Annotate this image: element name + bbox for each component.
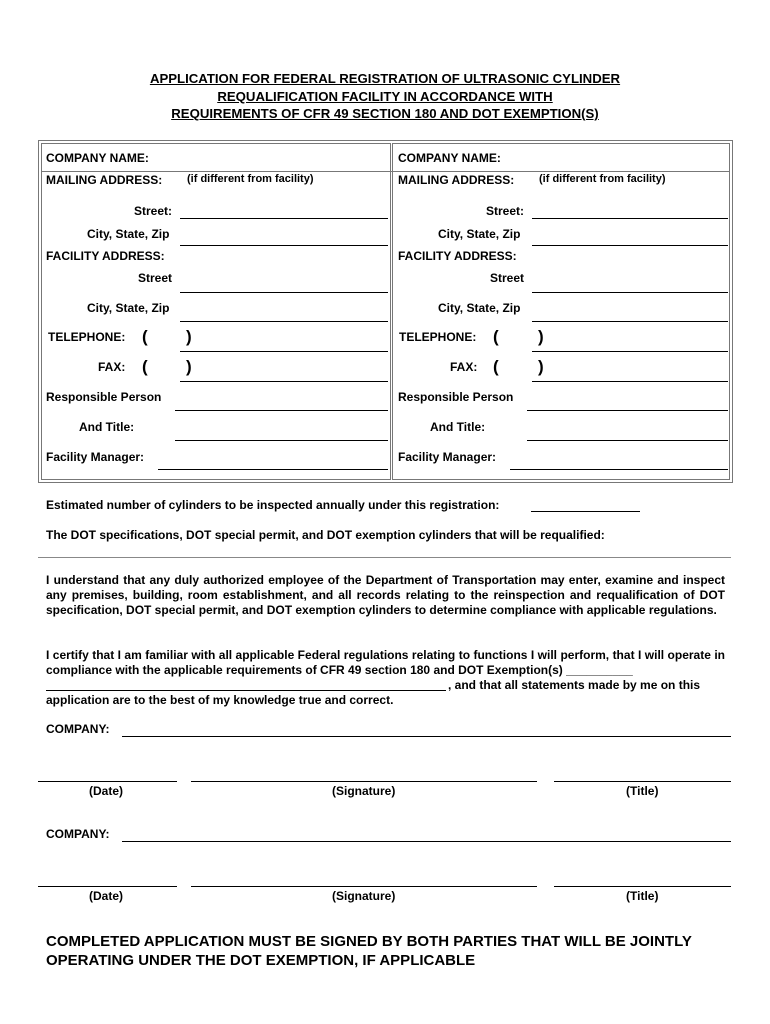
company-signature-field-2[interactable] — [122, 841, 731, 842]
footer-notice — [46, 932, 692, 970]
right-facility-manager-label: Facility Manager: — [398, 450, 497, 464]
company-box-divider — [41, 171, 729, 172]
signature-field-1[interactable] — [191, 781, 537, 782]
left-fax-paren-close: ) — [186, 357, 192, 376]
certification-continuation: , and that all statements made by me on this — [448, 678, 701, 692]
estimated-cylinders-label: Estimated number of cylinders to be inspected annually under this registration: — [46, 498, 500, 512]
right-facility-street-field[interactable] — [532, 292, 728, 293]
left-city-field[interactable] — [180, 245, 388, 246]
date-field-1[interactable] — [38, 781, 177, 782]
footer-line-1: COMPLETED APPLICATION MUST BE SIGNED BY BOTH PARTIES THAT WILL BE JOINTLY — [46, 933, 692, 950]
left-facility-street-field[interactable] — [180, 292, 388, 293]
right-company-name-label: COMPANY NAME: — [398, 151, 501, 165]
signature-field-2[interactable] — [191, 886, 537, 887]
date-field-2[interactable] — [38, 886, 177, 887]
footer-line-2: OPERATING UNDER THE DOT EXEMPTION, IF APPLICABLE — [46, 952, 476, 969]
left-and-title-label: And Title: — [79, 420, 135, 434]
left-and-title-field[interactable] — [175, 440, 388, 441]
right-fax-paren-open: ( — [493, 357, 499, 376]
signature-caption-2: (Signature) — [332, 889, 396, 903]
right-facility-address-label: FACILITY ADDRESS: — [398, 249, 517, 263]
left-facility-manager-field[interactable] — [158, 469, 388, 470]
right-facility-city-label: City, State, Zip — [438, 301, 521, 315]
right-telephone-field[interactable] — [532, 351, 728, 352]
title-caption-1: (Title) — [626, 784, 659, 798]
right-telephone-paren-open: ( — [493, 327, 499, 346]
left-fax-paren-open: ( — [142, 357, 148, 376]
right-mailing-address-label: MAILING ADDRESS: — [398, 173, 515, 187]
form-title — [0, 70, 770, 123]
title-line-3: REQUIREMENTS OF CFR 49 SECTION 180 AND DOT EXEMPTION(S) — [171, 106, 599, 121]
left-telephone-paren-open: ( — [142, 327, 148, 346]
left-city-label: City, State, Zip — [87, 227, 170, 241]
left-street-field[interactable] — [180, 218, 388, 219]
exemption-continuation-field[interactable] — [46, 690, 446, 691]
certification-closing: application are to the best of my knowledge true and correct. — [46, 693, 394, 707]
right-and-title-label: And Title: — [430, 420, 486, 434]
right-facility-manager-field[interactable] — [510, 469, 728, 470]
section-divider — [38, 557, 731, 558]
right-telephone-label: TELEPHONE: — [399, 330, 477, 344]
left-fax-field[interactable] — [180, 381, 388, 382]
left-street-label: Street: — [134, 204, 173, 218]
title-line-2: REQUALIFICATION FACILITY IN ACCORDANCE WITH — [217, 88, 553, 104]
company-signature-label-2: COMPANY: — [46, 827, 110, 841]
left-telephone-paren-close: ) — [186, 327, 192, 346]
left-company-name-label: COMPANY NAME: — [46, 151, 149, 165]
estimated-cylinders-field[interactable] — [531, 511, 640, 512]
left-facility-city-label: City, State, Zip — [87, 301, 170, 315]
authorization-paragraph: I understand that any duly authorized employee of the Department of Transportation may enter, examine and inspect any premises, building, room establishment, and all records relating to the reinspection and requalification of DOT specification, DOT special permit, and DOT exemption cylinders to determine compliance with applicable regulations. — [46, 573, 725, 617]
right-responsible-person-label: Responsible Person — [398, 390, 514, 404]
certification-paragraph: I certify that I am familiar with all applicable Federal regulations relating to functions I will perform, that I will operate in compliance with the applicable requirements of CFR 49 section 180 and DOT Exemption(s) __________ — [46, 648, 725, 677]
date-caption-1: (Date) — [89, 784, 124, 798]
right-fax-paren-close: ) — [538, 357, 544, 376]
company-signature-field-1[interactable] — [122, 736, 731, 737]
right-street-field[interactable] — [532, 218, 728, 219]
signature-caption-1: (Signature) — [332, 784, 396, 798]
right-fax-label: FAX: — [450, 360, 478, 374]
right-if-different-note: (if different from facility) — [539, 173, 666, 185]
left-facility-manager-label: Facility Manager: — [46, 450, 145, 464]
left-fax-label: FAX: — [98, 360, 126, 374]
left-mailing-address-label: MAILING ADDRESS: — [46, 173, 163, 187]
left-facility-address-label: FACILITY ADDRESS: — [46, 249, 165, 263]
right-facility-street-label: Street — [490, 271, 525, 285]
left-if-different-note: (if different from facility) — [187, 173, 314, 185]
left-telephone-label: TELEPHONE: — [48, 330, 126, 344]
title-field-2[interactable] — [554, 886, 731, 887]
right-telephone-paren-close: ) — [538, 327, 544, 346]
title-caption-2: (Title) — [626, 889, 659, 903]
right-street-label: Street: — [486, 204, 525, 218]
date-caption-2: (Date) — [89, 889, 124, 903]
right-city-label: City, State, Zip — [438, 227, 521, 241]
left-responsible-person-field[interactable] — [175, 410, 388, 411]
right-fax-field[interactable] — [532, 381, 728, 382]
right-city-field[interactable] — [532, 245, 728, 246]
left-facility-city-field[interactable] — [180, 321, 388, 322]
dot-specs-label: The DOT specifications, DOT special permit, and DOT exemption cylinders that will be requalified: — [46, 528, 605, 542]
title-field-1[interactable] — [554, 781, 731, 782]
left-telephone-field[interactable] — [180, 351, 388, 352]
title-line-1: APPLICATION FOR FEDERAL REGISTRATION OF ULTRASONIC CYLINDER — [149, 71, 621, 86]
right-responsible-person-field[interactable] — [527, 410, 728, 411]
company-signature-label-1: COMPANY: — [46, 722, 110, 736]
left-responsible-person-label: Responsible Person — [46, 390, 162, 404]
right-facility-city-field[interactable] — [532, 321, 728, 322]
left-facility-street-label: Street — [138, 271, 173, 285]
right-and-title-field[interactable] — [527, 440, 728, 441]
